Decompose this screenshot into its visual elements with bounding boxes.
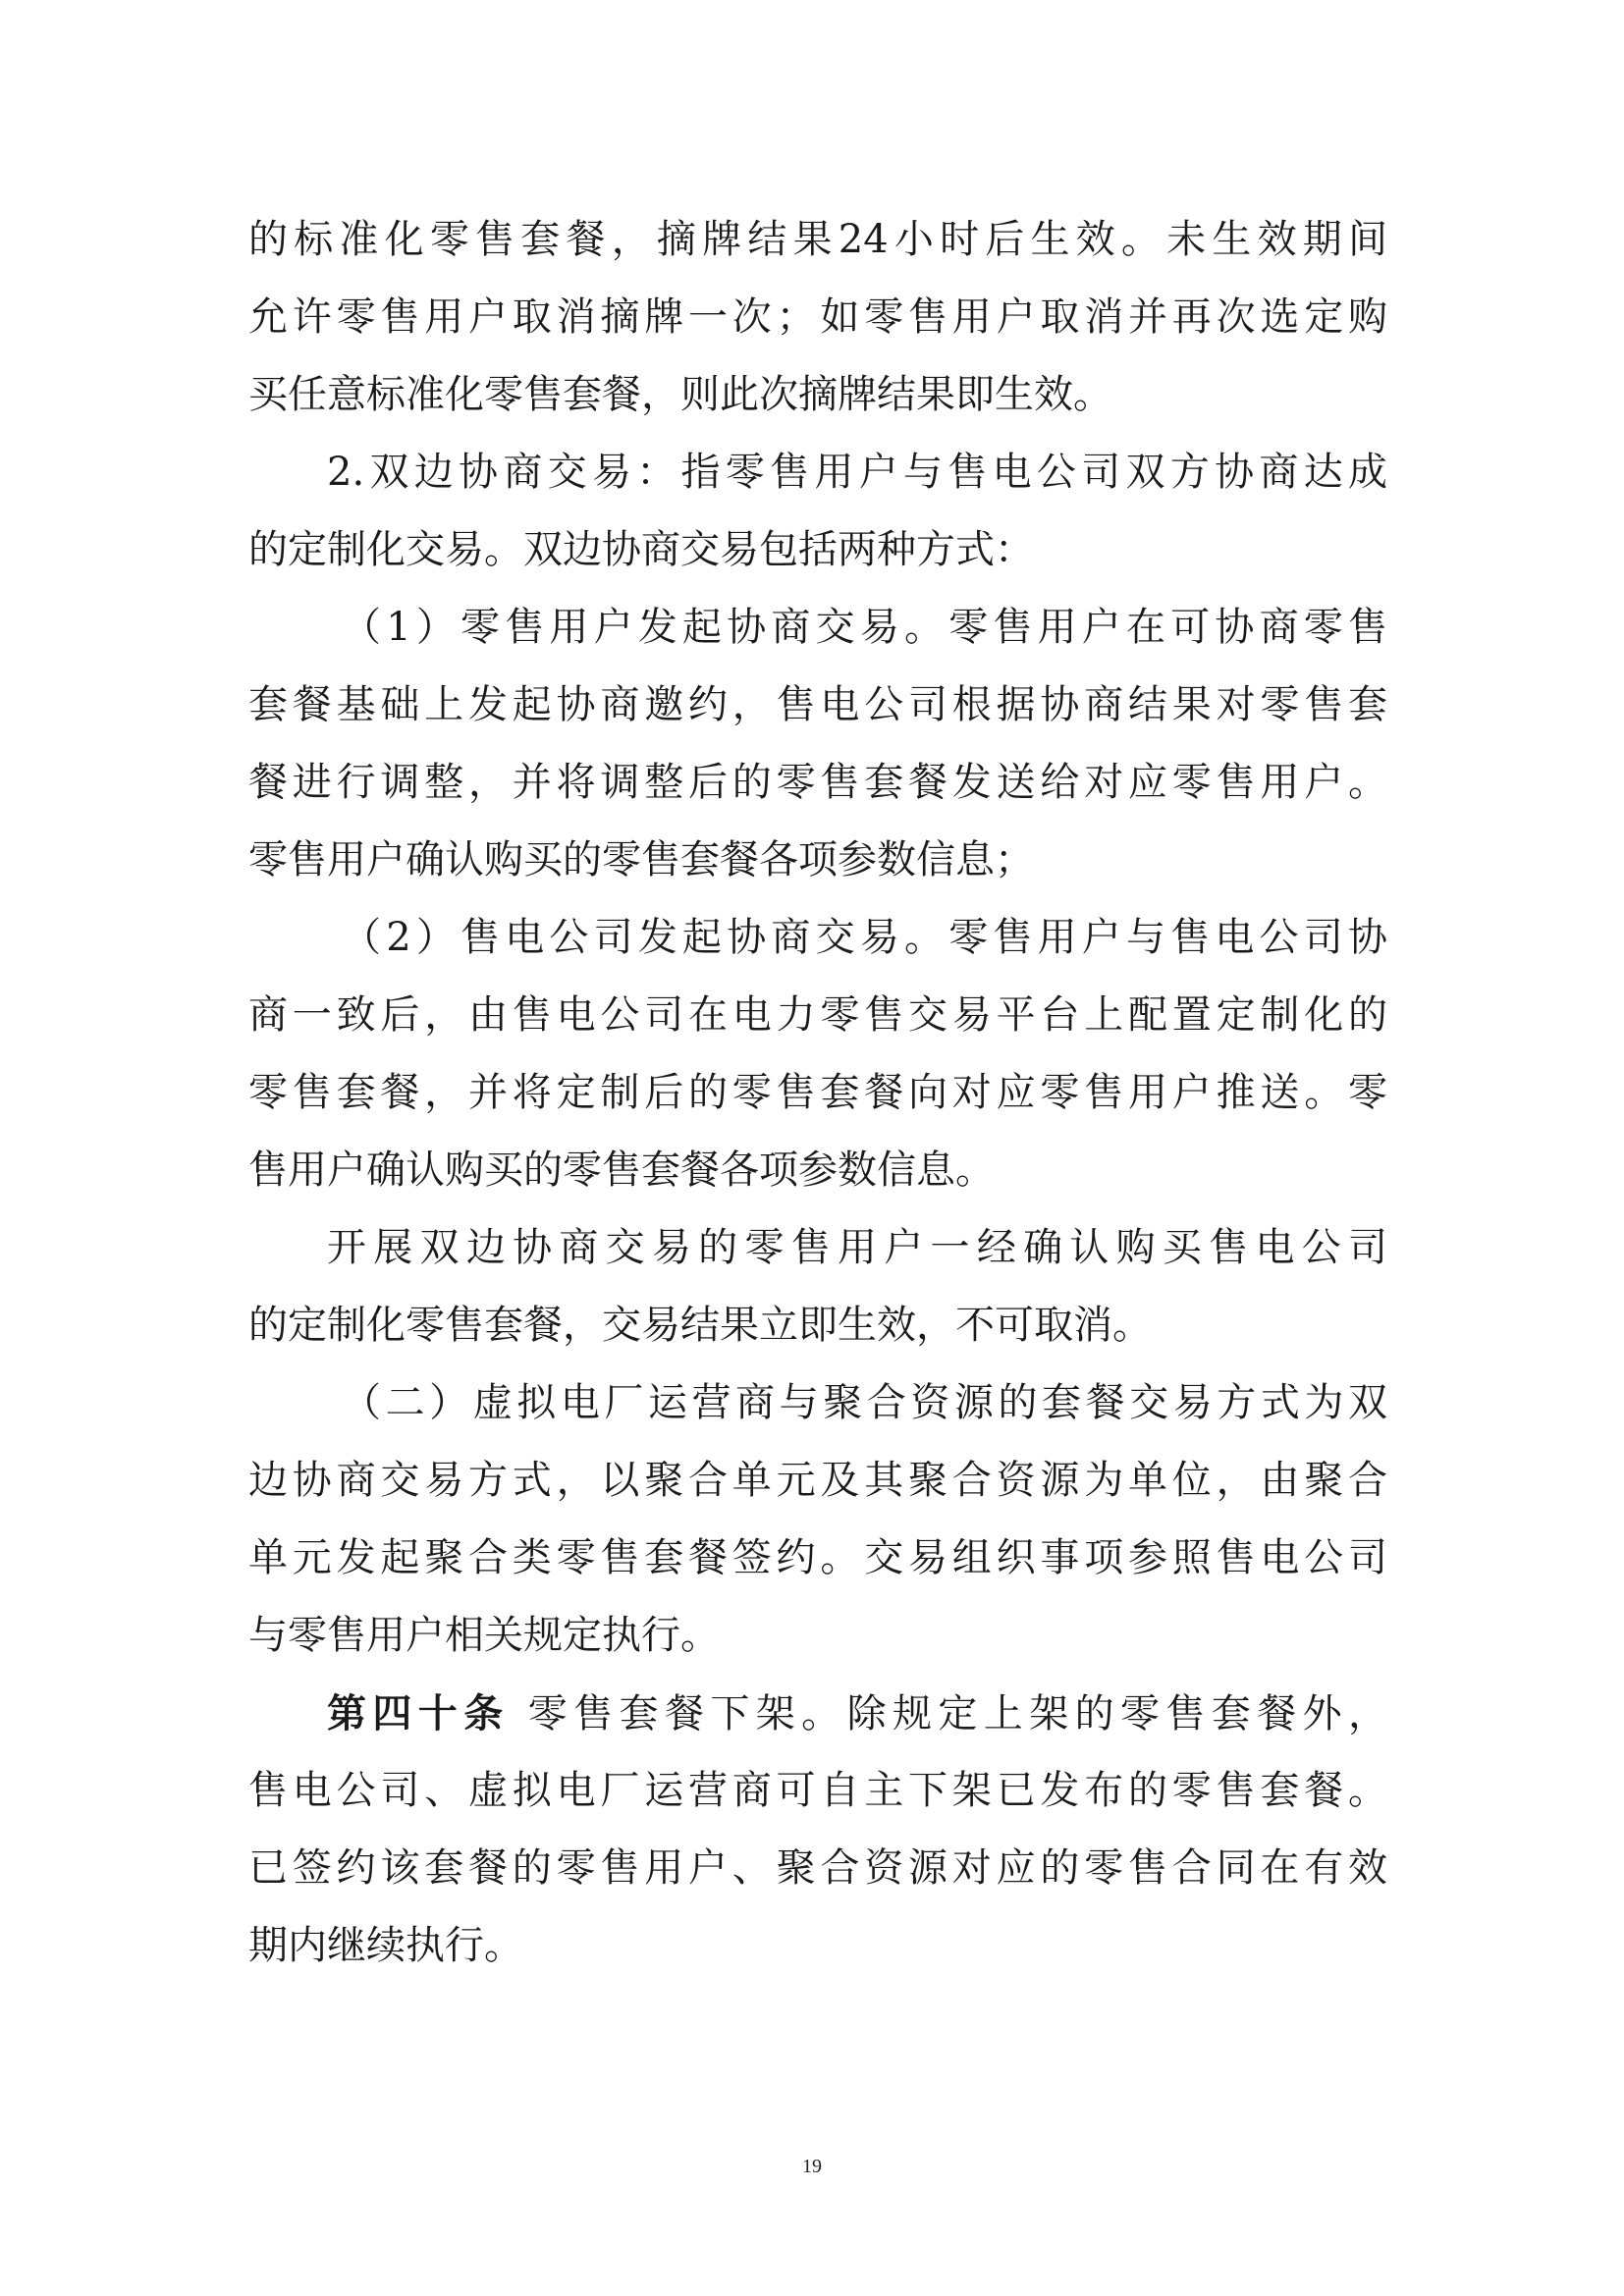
text-line: 买任意标准化零售套餐，则此次摘牌结果即生效。 [248, 372, 1112, 417]
text-line: 允许零售用户取消摘牌一次；如零售用户取消并再次选定购 [248, 294, 1387, 340]
text-line: 单元发起聚合类零售套餐签约。交易组织事项参照售电公司 [248, 1535, 1387, 1580]
text-line: （二）虚拟电厂运营商与聚合资源的套餐交易方式为双 [342, 1380, 1387, 1425]
text-line: 零售套餐，并将定制后的零售套餐向对应零售用户推送。零 [248, 1070, 1387, 1115]
text-line: 的定制化交易。双边协商交易包括两种方式： [248, 527, 1034, 572]
text-line: 的标准化零售套餐，摘牌结果24小时后生效。未生效期间 [248, 217, 1387, 262]
text-line: 零售用户确认购买的零售套餐各项参数信息； [248, 837, 1034, 882]
text-line: 已签约该套餐的零售用户、聚合资源对应的零售合同在有效 [248, 1845, 1387, 1891]
text-line: 套餐基础上发起协商邀约，售电公司根据协商结果对零售套 [248, 682, 1387, 727]
article-heading: 第四十条 [327, 1690, 510, 1736]
article-text: 零售套餐下架。除规定上架的零售套餐外， [527, 1691, 1388, 1736]
text-line: 开展双边协商交易的零售用户一经确认购买售电公司 [327, 1225, 1387, 1270]
page-number: 19 [802, 2156, 822, 2177]
text-line: 餐进行调整，并将调整后的零售套餐发送给对应零售用户。 [248, 760, 1387, 805]
text-line: 边协商交易方式，以聚合单元及其聚合资源为单位，由聚合 [248, 1458, 1387, 1503]
text-line: （1）零售用户发起协商交易。零售用户在可协商零售 [342, 605, 1387, 650]
text-line: 商一致后，由售电公司在电力零售交易平台上配置定制化的 [248, 992, 1387, 1038]
text-line: 售用户确认购买的零售套餐各项参数信息。 [248, 1148, 995, 1193]
text-line: 期内继续执行。 [248, 1923, 523, 1968]
text-line: 售电公司、虚拟电厂运营商可自主下架已发布的零售套餐。 [248, 1768, 1387, 1813]
body-text [248, 201, 1387, 1985]
text-line: 的定制化零售套餐，交易结果立即生效，不可取消。 [248, 1303, 1152, 1348]
text-line: （2）售电公司发起协商交易。零售用户与售电公司协 [342, 915, 1387, 960]
article-first-line [248, 1675, 1387, 1752]
text-line: 2.双边协商交易：指零售用户与售电公司双方协商达成 [327, 450, 1387, 495]
text-line: 与零售用户相关规定执行。 [248, 1613, 720, 1658]
